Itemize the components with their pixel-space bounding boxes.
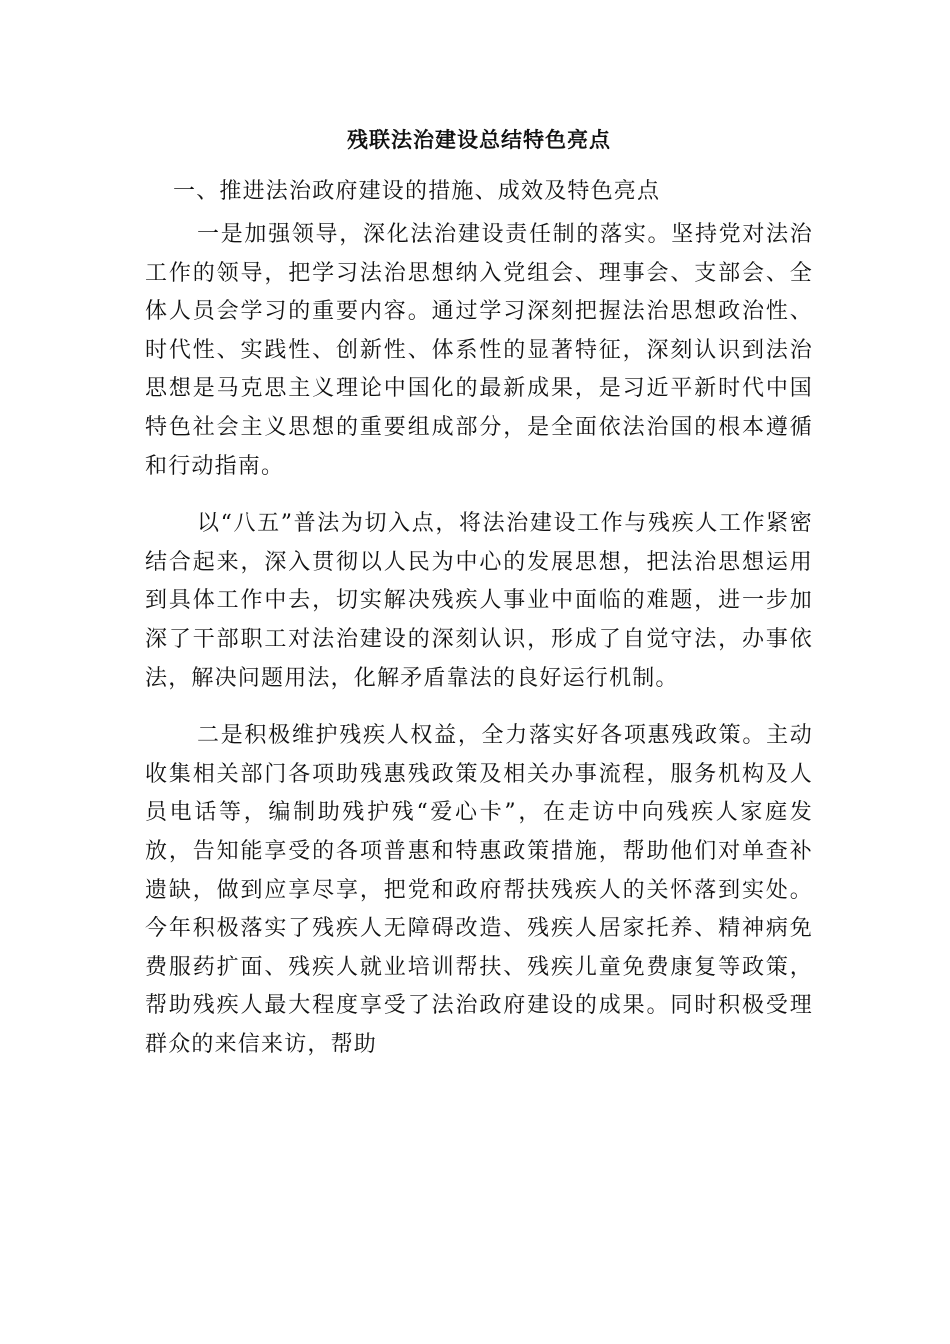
paragraph-legal-education: 以“八五”普法为切入点，将法治建设工作与残疾人工作紧密结合起来，深入贯彻以人民为中心的发展思想，把法治思想运用到具体工作中去，切实解决残疾人事业中面临的难题，进一步加深了干部职工对法治建设的深刻认识，形成了自觉守法，办事依法，解决问题用法，化解矛盾靠法的良好运行机制。 [145,511,813,691]
document-title: 残联法治建设总结特色亮点 [347,128,611,152]
section-heading: 一、推进法治政府建设的措施、成效及特色亮点 [173,179,661,204]
document-body [145,118,813,1083]
paragraph-leadership: 一是加强领导，深化法治建设责任制的落实。坚持党对法治工作的领导，把学习法治思想纳入党组会、理事会、支部会、全体人员会学习的重要内容。通过学习深刻把握法治思想政治性、时代性、实践性、创新性、体系性的显著特征，深刻认识到法治思想是马克思主义理论中国化的最新成果，是习近平新时代中国特色社会主义思想的重要组成部分，是全面依法治国的根本遵循和行动指南。 [145,222,813,479]
paragraph-rights-protection: 二是积极维护残疾人权益，全力落实好各项惠残政策。主动收集相关部门各项助残惠残政策及相关办事流程，服务机构及人员电话等，编制助残护残“爱心卡”，在走访中向残疾人家庭发放，告知能享受的各项普惠和特惠政策措施，帮助他们对单查补遗缺，做到应享尽享，把党和政府帮扶残疾人的关怀落到实处。今年积极落实了残疾人无障碍改造、残疾人居家托养、精神病免费服药扩面、残疾人就业培训帮扶、残疾儿童免费康复等政策，帮助残疾人最大程度享受了法治政府建设的成果。同时积极受理群众的来信来访，帮助 [145,723,813,1057]
